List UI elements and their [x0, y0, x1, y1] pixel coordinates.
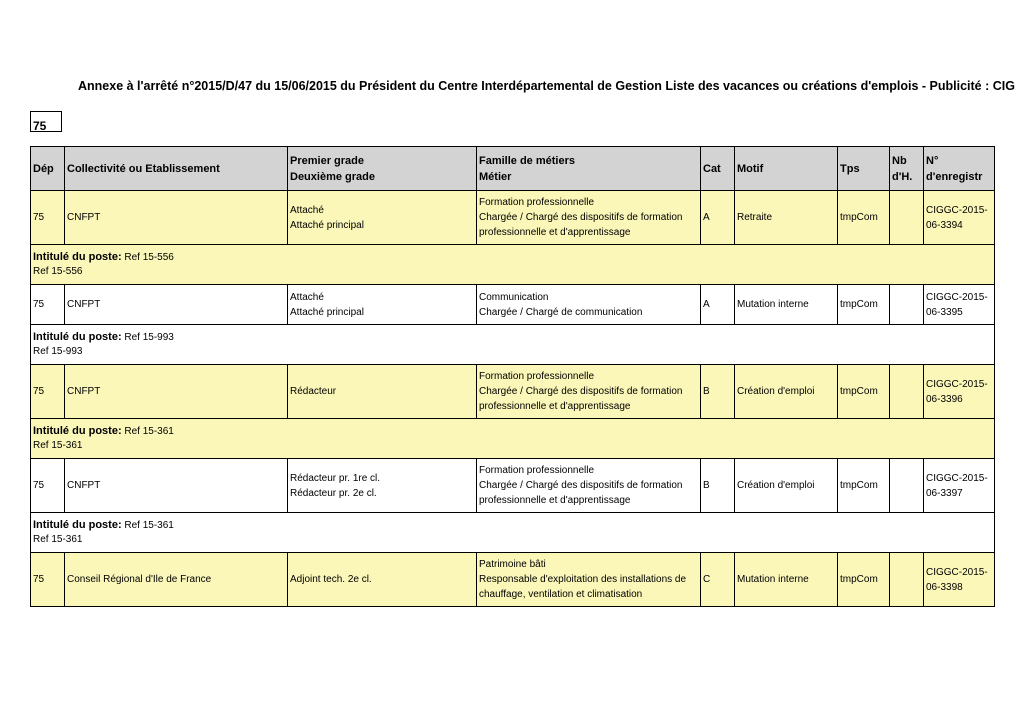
- cell-metier-line1: Chargée / Chargé de communication: [479, 306, 643, 318]
- cell-famille-metier: [477, 553, 701, 607]
- cell-metier-line2: professionnelle et d'apprentissage: [479, 495, 631, 506]
- cell-metier-line1: Responsable d'exploitation des installations de: [479, 574, 687, 585]
- cell-num: [924, 553, 995, 607]
- cell-num: [924, 191, 995, 245]
- table-row: [31, 285, 995, 325]
- cell-grade2: Rédacteur pr. 2e cl.: [290, 487, 377, 499]
- cell-metier-line2: professionnelle et d'apprentissage: [479, 227, 631, 238]
- cell-num-line1: CIGGC-2015-: [926, 291, 988, 303]
- cell-num-line1: CIGGC-2015-: [926, 204, 988, 216]
- header-nb-line2: d'H.: [892, 170, 913, 183]
- cell-grade1: Rédacteur: [290, 386, 337, 397]
- cell-motif: Mutation interne: [735, 553, 838, 607]
- intitule-ref: Ref 15-361: [33, 534, 83, 545]
- cell-metier-line1: Chargée / Chargé des dispositifs de formation: [479, 386, 683, 397]
- intitule-cell: [31, 245, 995, 285]
- cell-tps: tmpCom: [838, 285, 890, 325]
- cell-grade1: Attaché: [290, 291, 324, 303]
- header-metier: Métier: [479, 170, 512, 183]
- intitule-ref: Ref 15-361: [33, 440, 83, 451]
- cell-tps: tmpCom: [838, 365, 890, 419]
- cell-motif: Retraite: [735, 191, 838, 245]
- cell-nb: [890, 285, 924, 325]
- cell-grades: [288, 191, 477, 245]
- intitule-row: [31, 513, 995, 553]
- cell-grades: [288, 365, 477, 419]
- cell-nb: [890, 365, 924, 419]
- cell-motif: Création d'emploi: [735, 459, 838, 513]
- table-row: [31, 191, 995, 245]
- intitule-row: [31, 325, 995, 365]
- cell-grade1: Adjoint tech. 2e cl.: [290, 574, 372, 585]
- intitule-label: Intitulé du poste:: [33, 251, 122, 263]
- department-box: 75: [30, 111, 62, 132]
- cell-metier-line1: Chargée / Chargé des dispositifs de formation: [479, 480, 683, 491]
- header-nb-line1: Nb: [892, 154, 907, 167]
- cell-tps: tmpCom: [838, 191, 890, 245]
- cell-cat: A: [701, 285, 735, 325]
- cell-num-line1: CIGGC-2015-: [926, 472, 988, 484]
- cell-dep: 75: [31, 285, 65, 325]
- cell-tps: tmpCom: [838, 553, 890, 607]
- intitule-label: Intitulé du poste:: [33, 519, 122, 531]
- header-famille-metier: [477, 147, 701, 191]
- intitule-ref: Ref 15-556: [33, 266, 83, 277]
- cell-motif: Création d'emploi: [735, 365, 838, 419]
- table-row: [31, 365, 995, 419]
- cell-cat: B: [701, 459, 735, 513]
- cell-num-line2: 06-3396: [926, 393, 963, 405]
- cell-num-line2: 06-3397: [926, 487, 963, 499]
- intitule-cell: [31, 325, 995, 365]
- cell-collectivite: CNFPT: [65, 285, 288, 325]
- header-cat: Cat: [701, 147, 735, 191]
- header-tps: Tps: [838, 147, 890, 191]
- cell-metier-line2: chauffage, ventilation et climatisation: [479, 589, 643, 600]
- cell-motif: Mutation interne: [735, 285, 838, 325]
- cell-dep: 75: [31, 553, 65, 607]
- cell-grades: [288, 459, 477, 513]
- cell-nb: [890, 191, 924, 245]
- cell-famille: Patrimoine bâti: [479, 559, 546, 570]
- cell-dep: 75: [31, 459, 65, 513]
- cell-nb: [890, 553, 924, 607]
- vacancies-table: [30, 146, 995, 607]
- cell-collectivite: Conseil Régional d'Ile de France: [65, 553, 288, 607]
- cell-cat: B: [701, 365, 735, 419]
- intitule-value: Ref 15-361: [124, 520, 174, 531]
- cell-metier-line2: professionnelle et d'apprentissage: [479, 401, 631, 412]
- header-nb: [890, 147, 924, 191]
- intitule-value: Ref 15-556: [124, 252, 174, 263]
- cell-famille: Communication: [479, 291, 549, 303]
- intitule-ref: Ref 15-993: [33, 346, 83, 357]
- cell-grades: [288, 553, 477, 607]
- intitule-row: [31, 245, 995, 285]
- cell-num: [924, 459, 995, 513]
- cell-num-line2: 06-3398: [926, 581, 963, 593]
- intitule-cell: [31, 419, 995, 459]
- cell-num-line2: 06-3394: [926, 219, 963, 231]
- intitule-cell: [31, 513, 995, 553]
- cell-grades: [288, 285, 477, 325]
- header-famille: Famille de métiers: [479, 154, 575, 167]
- cell-num: [924, 365, 995, 419]
- cell-num-line2: 06-3395: [926, 306, 963, 318]
- cell-tps: tmpCom: [838, 459, 890, 513]
- header-dep: Dép: [31, 147, 65, 191]
- cell-grade1: Attaché: [290, 204, 324, 216]
- cell-grade1: Rédacteur pr. 1re cl.: [290, 472, 381, 484]
- cell-famille: Formation professionnelle: [479, 197, 595, 208]
- cell-collectivite: CNFPT: [65, 191, 288, 245]
- cell-dep: 75: [31, 365, 65, 419]
- table-row: [31, 553, 995, 607]
- intitule-label: Intitulé du poste:: [33, 331, 122, 343]
- cell-famille-metier: [477, 285, 701, 325]
- intitule-row: [31, 419, 995, 459]
- cell-grade2: Attaché principal: [290, 219, 364, 231]
- cell-grade2: Attaché principal: [290, 306, 364, 318]
- cell-famille-metier: [477, 365, 701, 419]
- table-row: [31, 459, 995, 513]
- intitule-value: Ref 15-361: [124, 426, 174, 437]
- table-header-row: [31, 147, 995, 191]
- header-grade1: Premier grade: [290, 154, 364, 167]
- header-grade2: Deuxième grade: [290, 170, 375, 183]
- header-motif: Motif: [735, 147, 838, 191]
- intitule-label: Intitulé du poste:: [33, 425, 122, 437]
- cell-num-line1: CIGGC-2015-: [926, 566, 988, 578]
- cell-famille-metier: [477, 191, 701, 245]
- cell-famille: Formation professionnelle: [479, 371, 595, 382]
- page-title: Annexe à l'arrêté n°2015/D/47 du 15/06/2015 du Président du Centre Interdépartemental de Gestion Liste des vacances ou créations d'emplois - Publicité : CIG: [78, 79, 1015, 93]
- cell-num-line1: CIGGC-2015-: [926, 378, 988, 390]
- cell-metier-line1: Chargée / Chargé des dispositifs de formation: [479, 212, 683, 223]
- header-num-line2: d'enregistr: [926, 170, 983, 183]
- cell-collectivite: CNFPT: [65, 459, 288, 513]
- cell-dep: 75: [31, 191, 65, 245]
- cell-cat: A: [701, 191, 735, 245]
- cell-famille-metier: [477, 459, 701, 513]
- cell-collectivite: CNFPT: [65, 365, 288, 419]
- header-num-line1: N°: [926, 154, 939, 167]
- cell-cat: C: [701, 553, 735, 607]
- intitule-value: Ref 15-993: [124, 332, 174, 343]
- header-grades: [288, 147, 477, 191]
- header-collectivite: Collectivité ou Etablissement: [65, 147, 288, 191]
- cell-famille: Formation professionnelle: [479, 465, 595, 476]
- header-num: [924, 147, 995, 191]
- cell-num: [924, 285, 995, 325]
- cell-nb: [890, 459, 924, 513]
